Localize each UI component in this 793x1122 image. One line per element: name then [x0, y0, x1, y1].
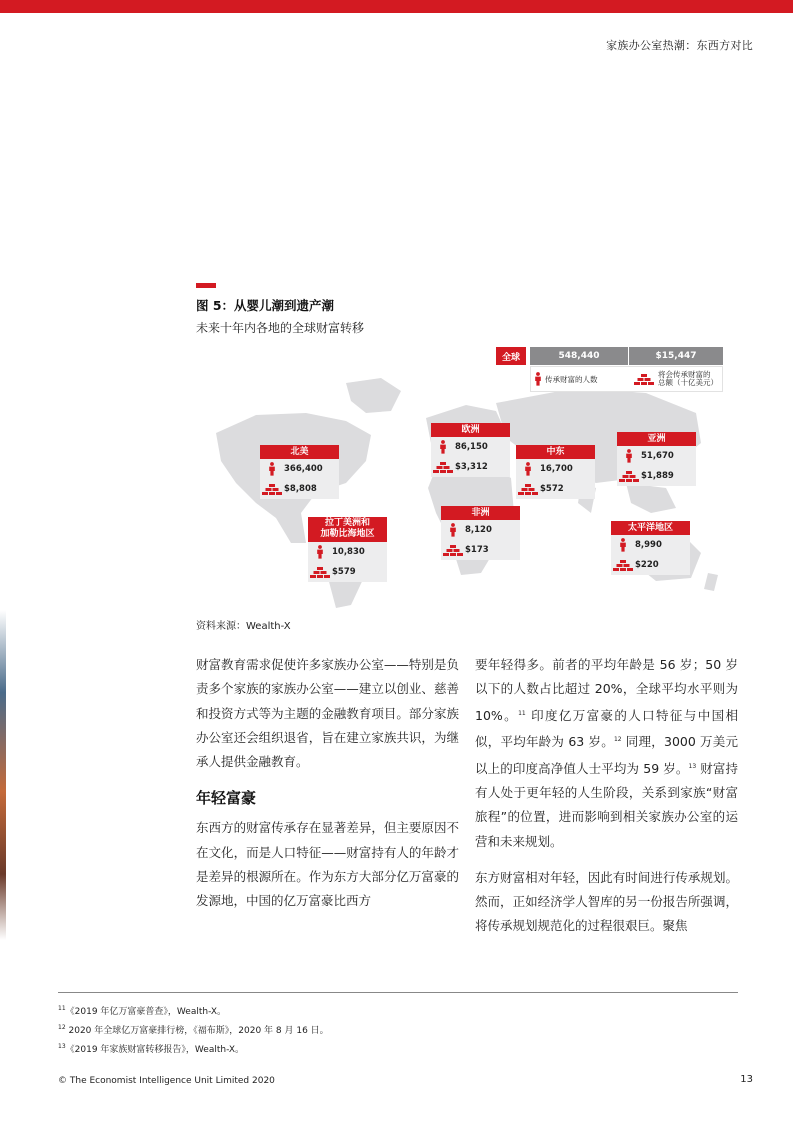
paragraph-text: 财富持有人处于更年轻的人生阶段，关系到家族“财富旅程”的位置，进而影响到相关家族办公室的运营和未来规划。 [475, 760, 738, 849]
global-wealth: $15,447 [629, 347, 723, 365]
paragraph-text: 要年轻得多。前者的平均年龄是 56 岁；50 岁以下的人数占比超过 20%，全球平均水平则为 10%。 [475, 657, 738, 723]
footnote-number: 12 [58, 1024, 66, 1031]
paragraph: 东方财富相对年轻，因此有时间进行传承规划。然而，正如经济学人智库的另一份报告所强调，将传承规划规范化的过程很艰巨。聚焦 [475, 869, 738, 934]
region-name: 北美 [260, 445, 339, 459]
footnote-number: 11 [58, 1005, 66, 1012]
region-wealth: $8,808 [284, 484, 317, 494]
global-persons: 548,440 [530, 347, 628, 365]
footnote-ref: 12 [613, 736, 622, 744]
footnote [58, 1001, 329, 1020]
region-latin-america [308, 517, 387, 582]
footnote-divider [58, 992, 738, 993]
person-icon [534, 372, 542, 386]
side-photo-strip [0, 610, 6, 940]
region-name: 欧洲 [431, 423, 510, 437]
gold-bars-icon [619, 470, 639, 483]
region-wealth: $579 [332, 567, 356, 577]
gold-bars-icon [443, 544, 463, 557]
footnote-text: 《2019 年亿万富豪普查》，Wealth-X。 [65, 1007, 227, 1017]
region-north-america [260, 445, 339, 499]
region-wealth: $3,312 [455, 462, 488, 472]
footnote-ref: 11 [518, 709, 526, 717]
running-head: 家族办公室热潮：东西方对比 [606, 39, 753, 52]
region-name: 太平洋地区 [611, 521, 690, 535]
region-name [308, 517, 387, 542]
region-name: 中东 [516, 445, 595, 459]
section-heading: 年轻富豪 [196, 789, 257, 808]
person-icon [524, 462, 532, 476]
person-icon [439, 440, 447, 454]
footnote-text: 2020 年全球亿万富豪排行榜，《福布斯》，2020 年 8 月 16 日。 [65, 1026, 329, 1036]
region-persons: 51,670 [641, 451, 674, 461]
region-persons: 86,150 [455, 442, 488, 452]
region-name: 非洲 [441, 506, 520, 520]
person-icon [619, 538, 627, 552]
figure-accent-tag [196, 283, 216, 288]
footnote-text: 《2019 年家族财富转移报告》，Wealth-X。 [65, 1045, 245, 1055]
gold-bars-icon [634, 373, 654, 386]
region-wealth: $572 [540, 484, 564, 494]
paragraph: 财富教育需求促使许多家族办公室——特别是负责多个家族的家族办公室——建立以创业、慈善和投资方式等为主题的金融教育项目。部分家族办公室还会组织退省，旨在建立家族共识，为继承人提供金融教育。 [196, 657, 459, 770]
figure-title: 图 5：从婴儿潮到遗产潮 [196, 298, 335, 313]
region-persons: 16,700 [540, 464, 573, 474]
region-wealth: $220 [635, 560, 659, 570]
person-icon [449, 523, 457, 537]
region-persons: 366,400 [284, 464, 323, 474]
region-persons: 10,830 [332, 547, 365, 557]
page-number: 13 [740, 1074, 753, 1085]
region-europe [431, 423, 510, 477]
figure-subtitle: 未来十年内各地的全球财富转移 [196, 321, 365, 335]
region-name-line-1: 拉丁美洲和 [324, 518, 370, 528]
footnote [58, 1039, 329, 1058]
gold-bars-icon [262, 483, 282, 496]
body-column-left [196, 653, 459, 926]
region-wealth: $173 [465, 545, 489, 555]
paragraph-text: 印度亿万富豪的人口特征与中国相似，平均年龄为 63 岁。 [475, 707, 738, 750]
region-name: 亚洲 [617, 432, 696, 446]
footer-copyright: © The Economist Intelligence Unit Limited 2020 [58, 1076, 275, 1086]
region-persons: 8,990 [635, 540, 662, 550]
region-africa [441, 506, 520, 560]
legend-wealth-label-1: 将会传承财富的 [658, 370, 711, 379]
person-icon [316, 545, 324, 559]
paragraph [475, 653, 738, 854]
legend-wealth-label-2: 总额（十亿美元） [658, 378, 718, 387]
wealth-transfer-map [196, 343, 741, 613]
region-wealth: $1,889 [641, 471, 674, 481]
map-legend [530, 366, 723, 392]
gold-bars-icon [613, 559, 633, 572]
region-name-line-2: 加勒比海地区 [320, 529, 375, 539]
footnote-number: 13 [58, 1043, 66, 1050]
legend-persons-label: 传承财富的人数 [545, 374, 598, 384]
gold-bars-icon [433, 461, 453, 474]
body-column-right [475, 653, 738, 951]
region-asia [617, 432, 696, 486]
region-persons: 8,120 [465, 525, 492, 535]
paragraph: 东西方的财富传承存在显著差异，但主要原因不在文化，而是人口特征——财富持有人的年龄才是差异的根源所在。作为东方大部分亿万富豪的发源地，中国的亿万富豪比西方 [196, 820, 459, 909]
footnote-ref: 13 [688, 762, 697, 770]
person-icon [268, 462, 276, 476]
global-summary [496, 347, 723, 392]
top-accent-bar [0, 0, 793, 13]
paragraph-text: 同理，3000 万美元以上的印度高净值人士平均为 59 岁。 [475, 734, 738, 776]
region-pacific [611, 521, 690, 575]
footnote [58, 1020, 329, 1039]
global-label: 全球 [496, 347, 526, 365]
figure-source: 资料来源：Wealth-X [196, 621, 291, 632]
footnotes [58, 1001, 329, 1058]
person-icon [625, 449, 633, 463]
gold-bars-icon [310, 566, 330, 579]
region-middle-east [516, 445, 595, 499]
gold-bars-icon [518, 483, 538, 496]
